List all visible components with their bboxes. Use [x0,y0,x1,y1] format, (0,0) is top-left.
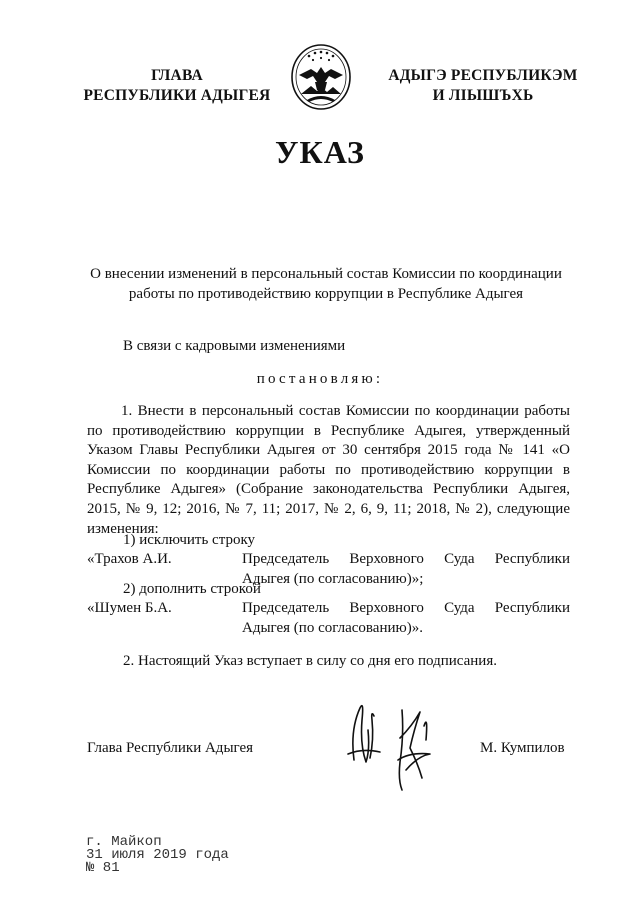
header-right [378,66,588,106]
role-word: Верховного [349,600,424,616]
removed-role [242,550,570,589]
header-left [72,66,282,106]
header-left-line2: РЕСПУБЛИКИ АДЫГЕЯ [83,87,271,104]
signatory-name: М. Кумпилов [480,740,565,756]
item-2-paragraph: 2. Настоящий Указ вступает в силу со дня его подписания. [123,653,497,669]
role-line2: Адыгея (по согласованию)»; [242,570,424,587]
handwritten-signature [340,690,470,800]
removed-name: «Трахов А.И. [87,551,172,567]
document-title: УКАЗ [275,134,365,170]
added-role [242,599,570,638]
signatory-title: Глава Республики Адыгея [87,740,254,756]
role-word: Суда [444,551,475,567]
subject-line1: О внесении изменений в персональный состав Комиссии по координации [90,266,562,282]
added-row [87,599,570,639]
role-word: Республики [494,600,570,616]
subitem-2: 2) дополнить строкой [123,581,261,597]
decree-number: № 81 [86,860,120,876]
role-word: Председатель [242,600,330,616]
role-line2: Адыгея (по согласованию)». [242,619,423,636]
reason-text: В связи с кадровыми изменениями [123,338,346,354]
role-word: Председатель [242,551,330,567]
added-name: «Шумен Б.А. [87,600,172,616]
header-right-line2: И ЛІЫШЪХЬ [432,87,534,104]
issue-date: 31 июля 2019 года [86,847,229,863]
item-1-paragraph: 1. Внести в персональный состав Комиссии по координации работы по противодействию коррупции в Республике Адыгея, утвержденный Указом Главы Республики Адыгея от 30 сентября 2015 года № 141 «О Комиссии по координации работы по противодействию коррупции в Республике Адыгея» (Собрание законодательства Республики Адыгея, 2015, № 9, 12; 2016, № 7, 11; 2017, № 2, 6, 9, 11; 2018, № 2), следующие изменения: [87,403,570,537]
document-subject [90,265,562,304]
header-right-line1: АДЫГЭ РЕСПУБЛИКЭМ [388,67,578,84]
role-word: Верховного [349,551,424,567]
header-left-line1: ГЛАВА [151,67,203,84]
role-word: Суда [444,600,475,616]
role-word: Республики [494,551,570,567]
subject-line2: работы по противодействию коррупции в Республике Адыгея [128,285,524,302]
coat-of-arms-icon [289,42,353,112]
issue-place: г. Майкоп [86,834,162,850]
subitem-1: 1) исключить строку [123,532,256,548]
decree-word: постановляю: [256,371,384,387]
